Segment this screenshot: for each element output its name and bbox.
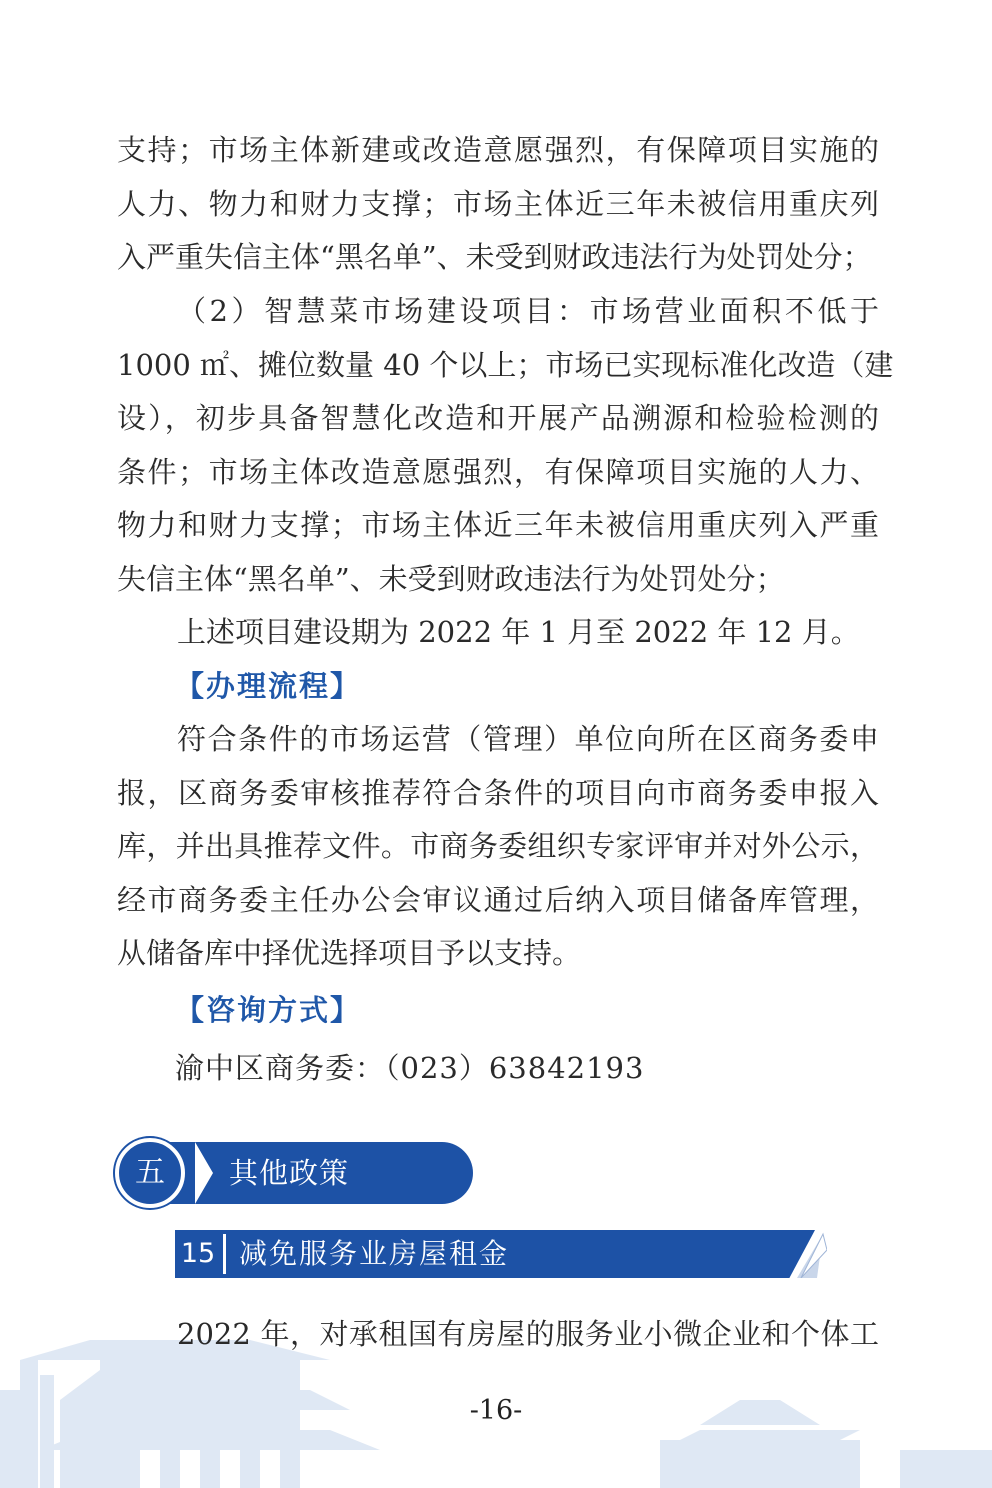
text-line: 上述项目建设期为 2022 年 1 月至 2022 年 12 月。 [177,615,860,649]
text-line: 报，区商务委审核推荐符合条件的项目向市商务委申报入 [117,775,879,810]
text-line: 2022 年，对承租国有房屋的服务业小微企业和个体工 [177,1317,879,1351]
subsection-title: 减免服务业房屋租金 [239,1237,510,1270]
text-line: 符合条件的市场运营（管理）单位向所在区商务委申 [177,722,879,756]
text-line: 物力和财力支撑；市场主体近三年未被信用重庆列入严重 [117,508,879,542]
chevron-right-icon [195,1142,213,1204]
subsection-bar [175,1230,825,1278]
page-curl-icon [787,1230,827,1278]
page-number: -16- [469,1395,523,1426]
text-line: 失信主体“黑名单”、未受到财政违法行为处罚处分； [117,561,785,596]
text-line: 人力、物力和财力支撑；市场主体近三年未被信用重庆列 [117,186,879,221]
subsection-number: 15 [180,1238,216,1269]
paragraph-criteria-continued [117,124,879,285]
paragraph-process [117,713,879,981]
section-title: 其他政策 [229,1156,350,1190]
text-line: 1000 ㎡、摊位数量 40 个以上；市场已实现标准化改造（建 [117,347,894,382]
contact-phone: 渝中区商务委：（023）63842193 [175,1051,645,1085]
section-number: 五 [115,1138,185,1208]
heading-contact: 【咨询方式】 [175,993,362,1027]
text-line: 设），初步具备智慧化改造和开展产品溯源和检验检测的 [117,401,879,435]
heading-process: 【办理流程】 [175,669,362,703]
text-line: 支持；市场主体新建或改造意愿强烈，有保障项目实施的 [117,133,879,167]
text-line: 入严重失信主体“黑名单”、未受到财政违法行为处罚处分； [117,240,872,274]
text-line: 条件；市场主体改造意愿强烈，有保障项目实施的人力、 [117,454,879,489]
text-line: 从储备库中择优选择项目予以支持。 [117,936,582,970]
subsection-divider [223,1234,226,1274]
paragraph-smart-market [117,285,894,606]
section-banner [115,1138,475,1208]
text-line: 库，并出具推荐文件。市商务委组织专家评审并对外公示， [117,829,879,863]
text-line: （2）智慧菜市场建设项目：市场营业面积不低于 [177,294,879,328]
text-line: 经市商务委主任办公会审议通过后纳入项目储备库管理， [117,882,879,917]
paragraph-rent-reduction [117,1308,879,1362]
paragraph-construction-period [117,606,879,660]
